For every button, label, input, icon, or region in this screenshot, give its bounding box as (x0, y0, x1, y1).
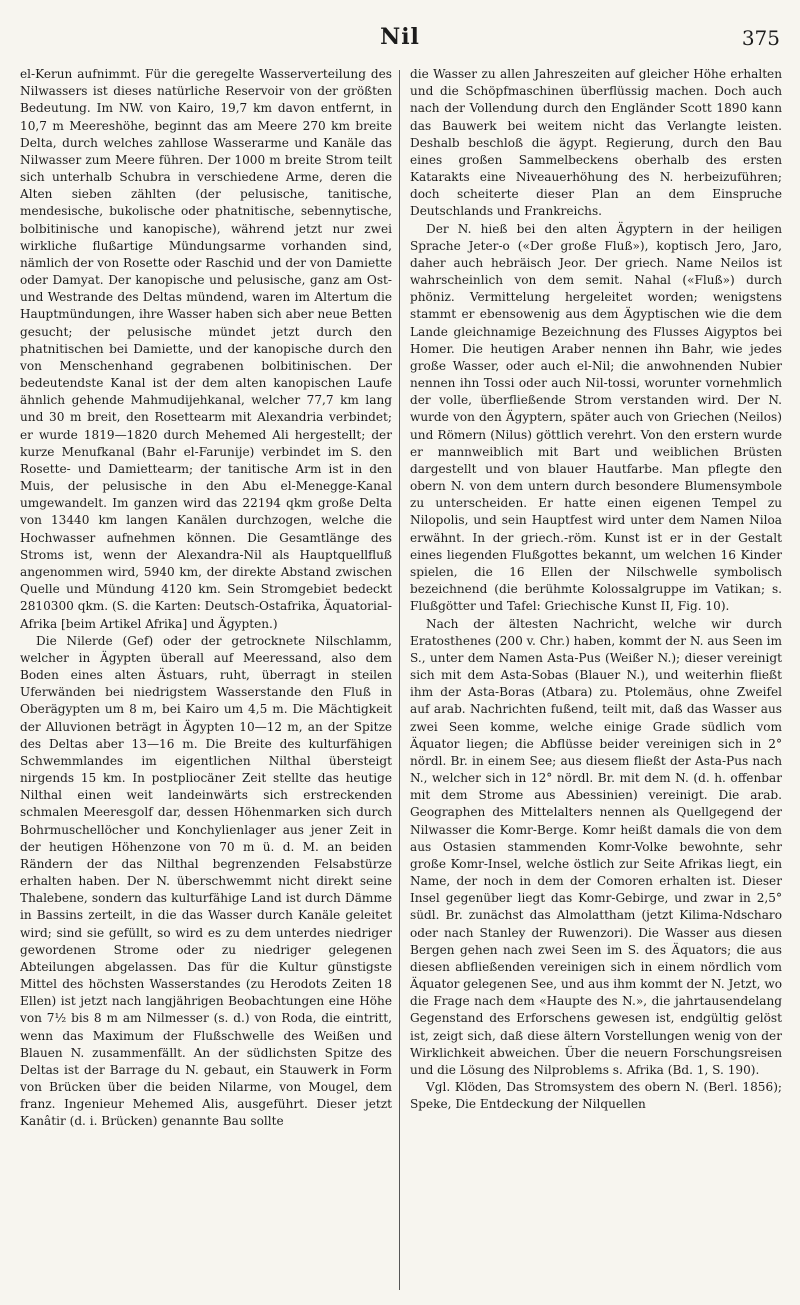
column-divider (399, 70, 400, 1290)
paragraph: Die Nilerde (Gef) oder der getrocknete Nilschlamm, welcher in Ägypten überall auf Meeressand, also dem Boden eines alten Ästuars, ruht, überragt in steilen Uferwänden bei niedrigstem Wasserstande den Fluß in Oberägypten um 8 m, bei Kairo um 4,5 m. Die Mächtigkeit der Alluvionen beträgt in Ägypten 10—12 m, an der Spitze des Deltas aber 13—16 m. Die Breite des kulturfähigen Schwemmlandes im eigentlichen Nilthal übersteigt nirgends 15 km. In postpliocäner Zeit stellte das heutige Nilthal einen weit landeinwärts sich erstreckenden schmalen Meeresgolf dar, dessen Höhenmarken sich durch Bohrmuschellöcher und Konchylienlager aus jener Zeit in der heutigen Höhenzone von 70 m ü. d. M. an beiden Rändern der das Nilthal begrenzenden Felsabstürze erhalten haben. Der N. überschwemmt nicht direkt seine Thalebene, sondern das kulturfähige Land ist durch Dämme in Bassins zerteilt, in die das Wasser durch Kanäle geleitet wird; sind sie gefüllt, so wird es zu dem unterdes niedriger gewordenen Strome oder zu niedriger gelegenen Abteilungen abgelassen. Das für die Kultur günstigste Mittel des höchsten Wasserstandes (zu Herodots Zeiten 18 Ellen) ist jetzt nach langjährigen Beobachtungen eine Höhe von 7½ bis 8 m am Nilmesser (s. d.) von Roda, die eintritt, wenn das Maximum der Flußschwelle des Weißen und Blauen N. zusammenfällt. An der südlichsten Spitze des Deltas ist der Barrage du N. gebaut, ein Stauwerk in Form von Brücken über die beiden Nilarme, von Mougel, dem franz. Ingenieur Mehemed Alis, ausgeführt. Dieser jetzt Kanâtir (d. i. Brücken) genannte Bau sollte (20, 633, 392, 1129)
right-column (410, 66, 782, 1295)
page-number: 375 (741, 26, 780, 50)
left-column (20, 66, 392, 1295)
paragraph: die Wasser zu allen Jahreszeiten auf gleicher Höhe erhalten und die Schöpfmaschinen überflüssig machen. Doch auch nach der Vollendung durch den Engländer Scott 1890 kann das Bauwerk bei weitem nicht das Verlangte leisten. Deshalb beschloß die ägypt. Regierung, durch den Bau eines großen Sammelbeckens oberhalb des ersten Katarakts eine Niveauerhöhung des N. herbeizuführen; doch scheiterte dieser Plan an dem Einspruche Deutschlands und Frankreichs. (410, 67, 782, 219)
paragraph: Vgl. Klöden, Das Stromsystem des obern N. (Berl. 1856); Speke, Die Entdeckung der Nilquellen (410, 1080, 782, 1112)
running-head-title: Nil (380, 24, 420, 50)
paragraph: Der N. hieß bei den alten Ägyptern in der heiligen Sprache Jeter-o («Der große Fluß»), koptisch Jero, Jaro, daher auch hebräisch Jeor. Der griech. Name Neilos ist wahrscheinlich von dem semit. Nahal («Fluß») durch phöniz. Vermittelung hergeleitet worden; wenigstens stammt er ebensowenig aus dem Ägyptischen wie die dem Lande gleichnamige Bezeichnung des Flusses Aigyptos bei Homer. Die heutigen Araber nennen ihn Bahr, wie jedes große Wasser, oder auch el-Nil; die anwohnenden Nubier nennen ihn Tossi oder auch Nil-tossi, worunter vornehmlich der volle, überfließende Strom verstanden wird. Der N. wurde von den Ägyptern, später auch von Griechen (Neilos) und Römern (Nilus) göttlich verehrt. Von den erstern wurde er mannweiblich mit Bart und weiblichen Brüsten dargestellt und von blauer Hautfarbe. Man pflegte den obern N. von dem untern durch besondere Blumensymbole zu unterscheiden. Er hatte einen eigenen Tempel zu Nilopolis, und sein Hauptfest wird unter dem Namen Niloa erwähnt. In der griech.-röm. Kunst ist er in der Gestalt eines liegenden Flußgottes bekannt, um welchen 16 Kinder spielen, die 16 Ellen der Nilschwelle symbolisch bezeichnend (die berühmte Kolossalgruppe im Vatikan; s. Flußgötter und Tafel: Griechische Kunst II, Fig. 10). (410, 221, 782, 614)
page-header (0, 0, 800, 66)
paragraph: Nach der ältesten Nachricht, welche wir durch Eratosthenes (200 v. Chr.) haben, kommt der N. aus Seen im S., unter dem Namen Asta-Pus (Weißer N.); dieser vereinigt sich mit dem Asta-Sobas (Blauer N.), und weiterhin fließt ihm der Asta-Boras (Atbara) zu. Ptolemäus, ohne Zweifel auf arab. Nachrichten fußend, teilt mit, daß das Wasser aus zwei Seen komme, welche einige Grade südlich vom Äquator liegen; die Abflüsse beider vereinigen sich in 2° nördl. Br. in einem See; aus diesem fließt der Asta-Pus nach N., welcher sich in 12° nördl. Br. mit dem N. (d. h. offenbar mit dem Strome aus Abessinien) vereinigt. Die arab. Geographen des Mittelalters nennen als Quellgegend der Nilwasser die Komr-Berge. Komr heißt damals die von dem aus Ostasien stammenden Komr-Volke bewohnte, sehr große Komr-Insel, welche östlich zur Seite Afrikas liegt, ein Name, der noch in dem der Comoren erhalten ist. Dieser Insel gegenüber liegt das Komr-Gebirge, und zwar in 2,5° südl. Br. zunächst das Almolattham (jetzt Kilima-Ndscharo oder nach Stanley der Ruwenzori). Die Wasser aus diesen Bergen gehen nach zwei Seen im S. des Äquators; die aus diesen abfließenden vereinigen sich in einem nördlich vom Äquator gelegenen See, und aus ihm kommt der N. Jetzt, wo die Frage nach dem «Haupte des N.», die jahrtausendelang Gegenstand des Erforschens gewesen ist, endgültig gelöst ist, zeigt sich, daß diese ältern Vorstellungen wenig von der Wirklichkeit abweichen. Über die neuern Forschungsreisen und die Lösung des Nilproblems s. Afrika (Bd. 1, S. 190). (410, 616, 782, 1077)
paragraph: el-Kerun aufnimmt. Für die geregelte Wasserverteilung des Nilwassers ist dieses natürliche Reservoir von der größten Bedeutung. Im NW. von Kairo, 19,7 km davon entfernt, in 10,7 m Meereshöhe, beginnt das am Meere 270 km breite Delta, durch welches zahllose Wasserarme und Kanäle das Nilwasser zum Meere führen. Der 1000 m breite Strom teilt sich unterhalb Schubra in verschiedene Arme, deren die Alten sieben zählten (der pelusische, tanitische, mendesische, bukolische oder phatnitische, sebennytische, bolbitinische und kanopische), während jetzt nur zwei wirkliche flußartige Mündungsarme vorhanden sind, nämlich der von Rosette oder Raschid und der von Damiette oder Damyat. Der kanopische und pelusische, ganz am Ost- und Westrande des Deltas mündend, waren im Altertum die Hauptmündungen, ihre Wasser haben sich aber neue Betten gesucht; der pelusische mündet jetzt durch den phatnitischen bei Damiette, und der kanopische durch den von Menschenhand gegrabenen bolbitinischen. Der bedeutendste Kanal ist der dem alten kanopischen Laufe ähnlich gehende Mahmudijehkanal, welcher 77,7 km lang und 30 m breit, den Rosettearm mit Alexandria verbindet; er wurde 1819—1820 durch Mehemed Ali hergestellt; der kurze Menufkanal (Bahr el-Farunije) verbindet im S. den Rosette- und Damiettearm; der tanitische Arm ist in den Muis, der pelusische in den Abu el-Menegge-Kanal umgewandelt. Im ganzen wird das 22194 qkm große Delta von 13440 km langen Kanälen durchzogen, welche die Hochwasser aufnehmen können. Die Gesamtlänge des Stroms ist, wenn der Alexandra-Nil als Hauptquellfluß angenommen wird, 5940 km, der direkte Abstand zwischen Quelle und Mündung 4120 km. Sein Stromgebiet bedeckt 2810300 qkm. (S. die Karten: Deutsch-Ostafrika, Äquatorial-Afrika [beim Artikel Afrika] und Ägypten.) (20, 67, 392, 631)
